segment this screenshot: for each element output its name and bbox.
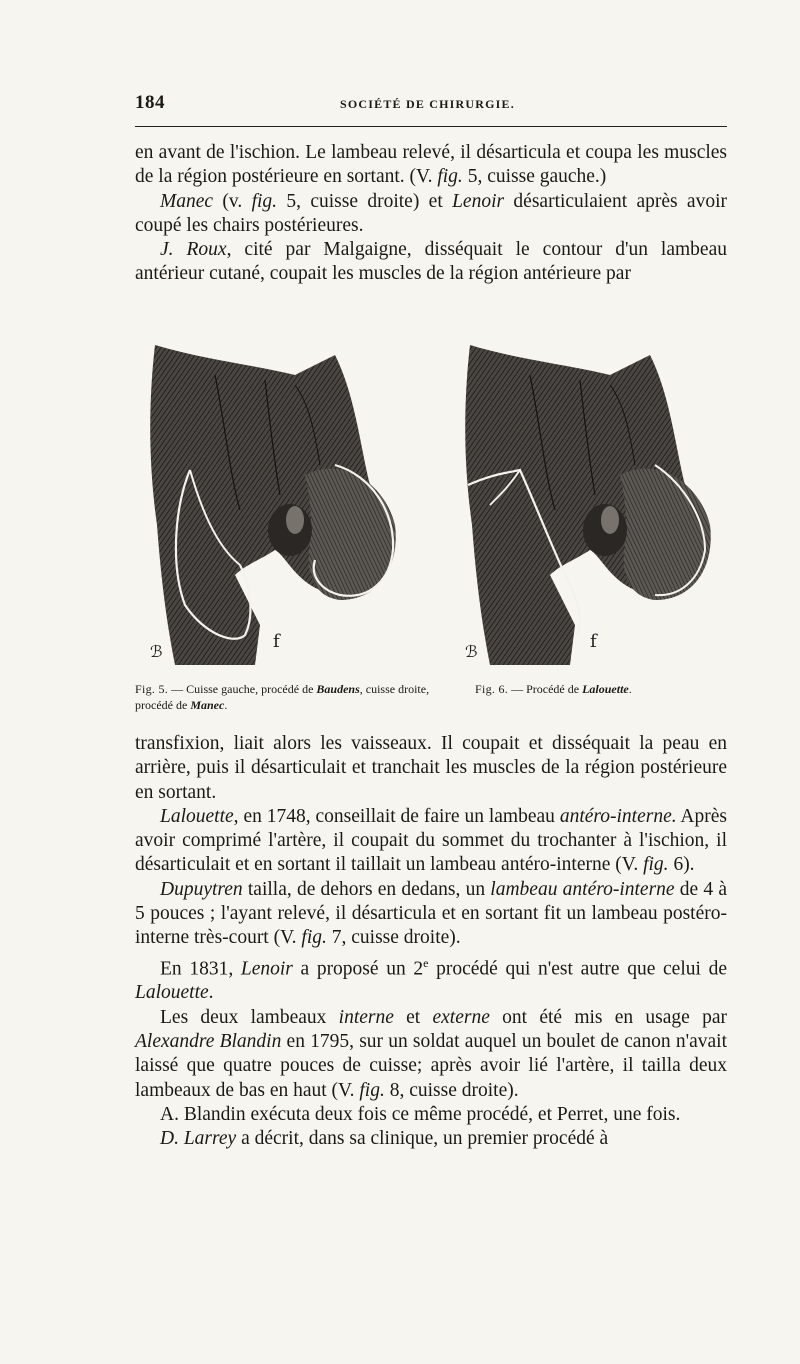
paragraph-5: Lalouette, en 1748, conseillait de faire un lambeau antéro-interne. Après avoir comprimé l'artère, il coupait du sommet du trochanter à l'ischion, il désarticulait et en sortant il taillait un lambeau antéro-interne (V. fig. 6). — [135, 805, 727, 876]
bottom-text-block — [135, 732, 727, 1152]
paragraph-1: en avant de l'ischion. Le lambeau relevé, il désarticula et coupa les muscles de la région postérieure en sortant. (V. fig. 5, cuisse gauche.) — [135, 142, 728, 188]
header-rule — [135, 126, 727, 127]
paragraph-7: En 1831, Lenoir a proposé un 2e procédé qui n'est autre que celui de Lalouette. — [135, 955, 727, 1004]
figure-6-illustration — [460, 335, 715, 665]
figure-5-caption: Fig. 5. — Cuisse gauche, procédé de Baudens, cuisse droite, procédé de Manec. — [135, 682, 430, 712]
page-header — [135, 92, 727, 116]
paragraph-6: Dupuytren tailla, de dehors en dedans, un lambeau antéro-interne de 4 à 5 pouces ; l'ayant relevé, il désarticula et en sortant fit un lambeau postéro-interne très-court (V. fig. 7, cuisse droite). — [135, 878, 727, 949]
paragraph-2: Manec (v. fig. 5, cuisse droite) et Lenoir désarticulaient après avoir coupé les chairs postérieures. — [135, 190, 728, 236]
running-title: SOCIÉTÉ DE CHIRURGIE. — [340, 97, 515, 111]
figure-5-illustration — [145, 335, 400, 665]
figure-5 — [145, 335, 400, 675]
page-number: 184 — [135, 92, 165, 113]
paragraph-8: Les deux lambeaux interne et externe ont été mis en usage par Alexandre Blandin en 1795, sur un soldat auquel un boulet de canon n'avait laissé que quatre pouces de cuisse; après avoir lié l'artère, il tailla deux lambeaux de bas en haut (V. fig. 8, cuisse droite). — [135, 1006, 727, 1101]
paragraph-3: J. Roux, cité par Malgaigne, disséquait le contour d'un lambeau antérieur cutané, coupait les muscles de la région antérieure par — [135, 239, 727, 285]
paragraph-10: D. Larrey a décrit, dans sa clinique, un premier procédé à — [160, 1128, 609, 1150]
paragraph-9: A. Blandin exécuta deux fois ce même procédé, et Perret, une fois. — [160, 1103, 681, 1125]
svg-text:ℬ: ℬ — [465, 642, 478, 661]
top-text-block — [135, 141, 727, 287]
svg-text:f: f — [273, 631, 280, 652]
figure-6-caption: Fig. 6. — Procédé de Lalouette. — [475, 682, 632, 696]
svg-text:f: f — [590, 631, 597, 652]
paragraph-4: transfixion, liait alors les vaisseaux. Il coupait et disséquait la peau en arrière, puis il désarticulait et tranchait les muscles de la région postérieure en sortant. — [135, 733, 727, 803]
figure-6 — [460, 335, 715, 675]
svg-text:ℬ: ℬ — [150, 642, 163, 661]
figures-area — [135, 335, 727, 712]
